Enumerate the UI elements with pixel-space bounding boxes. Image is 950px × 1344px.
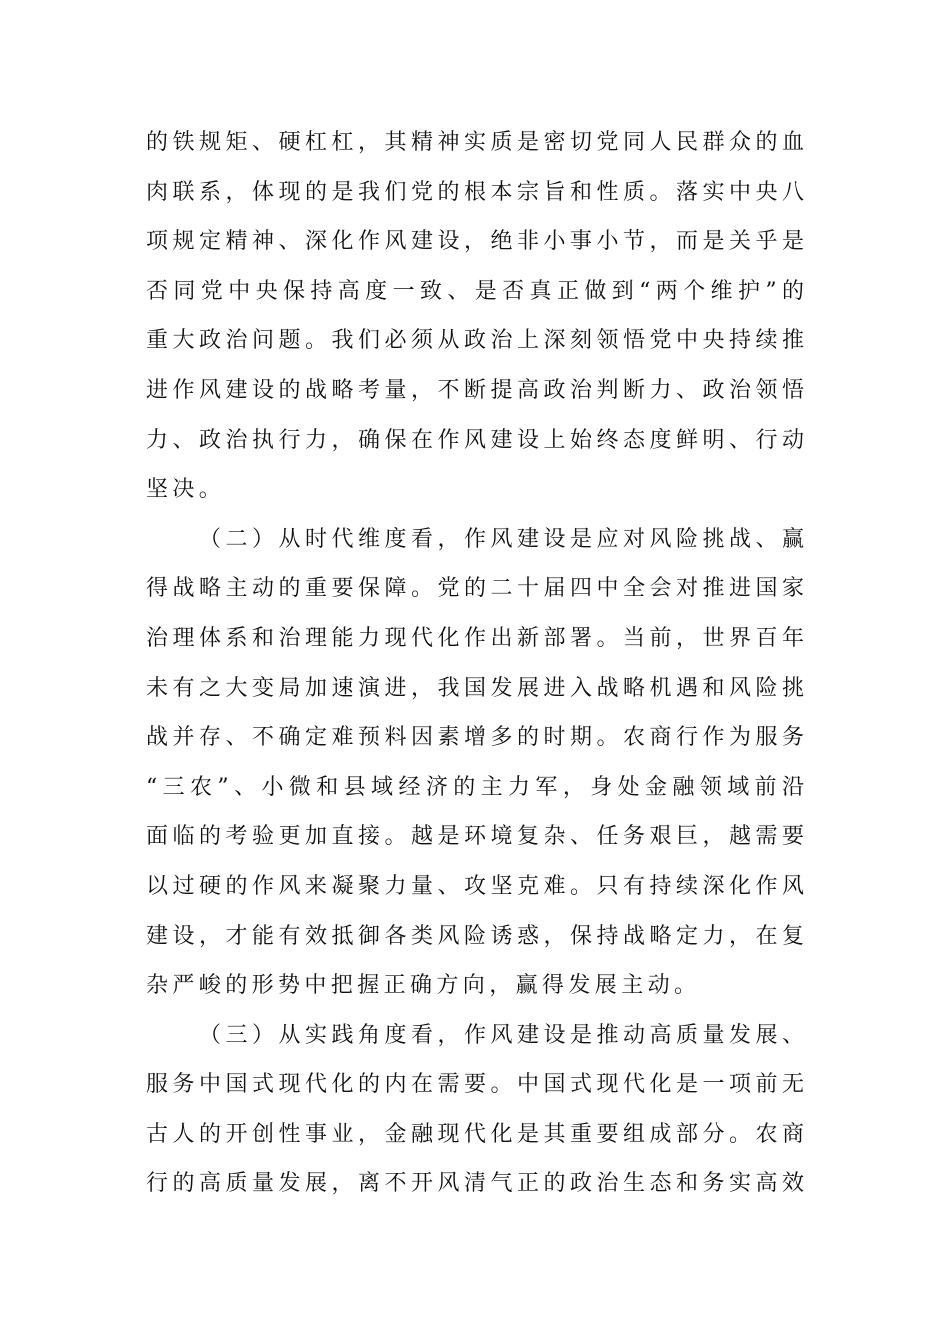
paragraph-1 — [146, 128, 806, 525]
text-line: 否同党中央保持高度一致、是否真正做到“两个维护”的 — [146, 278, 806, 304]
text-line: 得战略主动的重要保障。党的二十届四中全会对推进国家 — [146, 576, 806, 602]
text-line: 服务中国式现代化的内在需要。中国式现代化是一项前无 — [146, 1072, 806, 1098]
text-line: 战并存、不确定难预料因素增多的时期。农商行作为服务 — [146, 725, 806, 751]
text-line: 行的高质量发展，离不开风清气正的政治生态和务实高效 — [146, 1171, 806, 1197]
text-line: “三农”、小微和县域经济的主力军，身处金融领域前沿 — [146, 774, 806, 800]
document-page — [146, 128, 806, 1219]
text-line: 治理体系和治理能力现代化作出新部署。当前，世界百年 — [146, 625, 806, 651]
text-line: 的铁规矩、硬杠杠，其精神实质是密切党同人民群众的血 — [146, 130, 806, 155]
text-line: 以过硬的作风来凝聚力量、攻坚克难。只有持续深化作风 — [146, 873, 806, 899]
text-line: 建设，才能有效抵御各类风险诱惑，保持战略定力，在复 — [146, 923, 806, 949]
text-line: 面临的考验更加直接。越是环境复杂、任务艰巨，越需要 — [146, 824, 806, 850]
text-line: 力、政治执行力，确保在作风建设上始终态度鲜明、行动 — [146, 427, 806, 453]
text-line: （二）从时代维度看，作风建设是应对风险挑战、赢 — [199, 526, 806, 552]
text-line: 古人的开创性事业，金融现代化是其重要组成部分。农商 — [146, 1121, 806, 1147]
text-line: 进作风建设的战略考量，不断提高政治判断力、政治领悟 — [146, 377, 806, 403]
text-line: 项规定精神、深化作风建设，绝非小事小节，而是关乎是 — [146, 229, 806, 255]
text-line: 肉联系，体现的是我们党的根本宗旨和性质。落实中央八 — [146, 179, 806, 205]
text-line: 未有之大变局加速演进，我国发展进入战略机遇和风险挑 — [146, 675, 806, 701]
text-line: 坚决。 — [146, 477, 226, 503]
text-line: 杂严峻的形势中把握正确方向，赢得发展主动。 — [146, 973, 701, 999]
paragraph-3 — [146, 1021, 806, 1219]
text-line: （三）从实践角度看，作风建设是推动高质量发展、 — [199, 1022, 806, 1048]
paragraph-2 — [146, 525, 806, 1021]
text-line: 重大政治问题。我们必须从政治上深刻领悟党中央持续推 — [146, 328, 806, 354]
